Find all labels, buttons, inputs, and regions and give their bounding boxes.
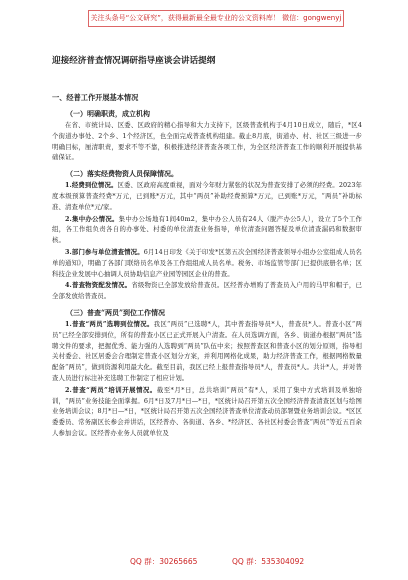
paragraph-text: 我区“两员”已选聘*人，其中普查指导员*人，普查员*人。普查小区“两员”已经全部安排到位，所有的普查小区已正式开展入户清查。在人员选调方面，各乡、街道办根据“两员”选聘文件的要求，把握优秀、能力强的人选聘到“两员”队伍中来；按照普查区和普查小区的划分原则，指导相关村委会、社区居委会合理制定普查小区划分方案，并利用网格化成果，助力经济普查工作，根据网格数量配备“两员”，做到资源利用最大化。截至目前，我区已经上报普查指导员*人，普查员*人。共计*人，并对普查人员进行标注补充选聘工作制定了相应计划。 — [52, 319, 362, 382]
paragraph-lead: 2.集中办公情况。 — [65, 214, 119, 223]
footer-qq-group-1: QQ 群：30265665 — [130, 557, 198, 566]
promo-banner: 关注头条号“公文研究”，获得最新最全最专业的公文资料库！ 微信：gongwenyj — [88, 10, 344, 27]
subsection-heading: （三）普查“两员”到位工作情况 — [66, 307, 166, 317]
paragraph-lead: 4.普查物资配发情况。 — [65, 281, 132, 290]
paragraph-lead: 1.普查“两员”选聘到位情况。 — [65, 319, 154, 328]
paragraph-text: 6月14日印发《关于印发*区第五次全国经济普查领导小组办公室组成人员名单的通知》，明确了各部门联络员名单及各工作组组成人员名单。税务、市场监管等部门已提供底册名单；区科技企业发展中心抽调人员协助信息产业园等园区企业的普查。 — [52, 247, 362, 278]
paragraph-lead: 1.经费到位情况。 — [65, 181, 118, 190]
footer — [0, 556, 408, 570]
document-body — [52, 92, 362, 440]
paragraph — [52, 280, 362, 302]
document-title: 迎接经济普查情况调研指导座谈会讲话提纲 — [52, 56, 216, 66]
paragraph-lead: 2.普查“两员”培训开展情况。 — [65, 385, 157, 394]
paragraph — [52, 180, 362, 212]
subsection-heading: （一）明确职责，成立机构 — [66, 109, 150, 118]
paragraph: 在省、市统计局、区委、区政府的精心指导和大力支持下，区级普查机构于4月10日成立，随后，*区4个街道办事处、2个乡、1个经济区，也全面完成普查机构组建。截止8月底，街道办、村、社区三级进一步明确目标，厘清职责，要求不等不靠，积极推进经济普查各项工作，为全区经济普查工作的顺利开展提供基础保证。 — [52, 121, 362, 162]
section-heading: 一、经普工作开展基本情况 — [52, 93, 139, 102]
paragraph-text: 区委、区政府高度重视，面对今年财力紧张的状况为普查安排了必须的经费。2023年度本级预算普查经费*万元，已到账*万元，其中“两员”补助经费预算*万元，已到账*万元，“两员”补助标准、清查单位*元/家。 — [52, 181, 362, 211]
paragraph — [52, 319, 362, 384]
subsection-heading: （二）落实经费物资人员保障情况。 — [66, 169, 178, 179]
footer-qq-group-2: QQ 群：535304092 — [232, 557, 305, 566]
paragraph-text: 截至*月*日，总共培训“两员”有*人，采用了集中方式培训及单独培训，“两员”业务技能全面掌握。6月*日及7月*日—*日，*区统计局召开第五次全国经济普查清查区划与绘图业务培训会议；8月*日—*日，*区统计局召开第五次全国经济普查单位清查动员部署暨业务培训会议。*区区委委员、常务副区长参会并讲话，区经普办、各街道、各乡、*经济区、各社区村委会普查“两员”等近五百余人参加会议。区经普办业务人员就单位及 — [52, 385, 362, 437]
paragraph-lead: 3.部门参与单位清查情况。 — [65, 247, 144, 256]
paragraph-text: 集中办公场地有1间40m2，集中办公人员有24人（脱产办公5人），设立了5个工作组，各工作组负责各自的办事处、村委的单位清查业务指导，单位清查问题答疑及单位清查漏码和数据审核。 — [52, 214, 363, 245]
paragraph — [52, 385, 362, 439]
paragraph — [52, 247, 362, 279]
paragraph-text: 省级物资已全部发放给普查员。区经普办增购了普查员入户用的马甲和帽子，已全部发放给普查员。 — [52, 281, 362, 301]
paragraph — [52, 214, 362, 246]
